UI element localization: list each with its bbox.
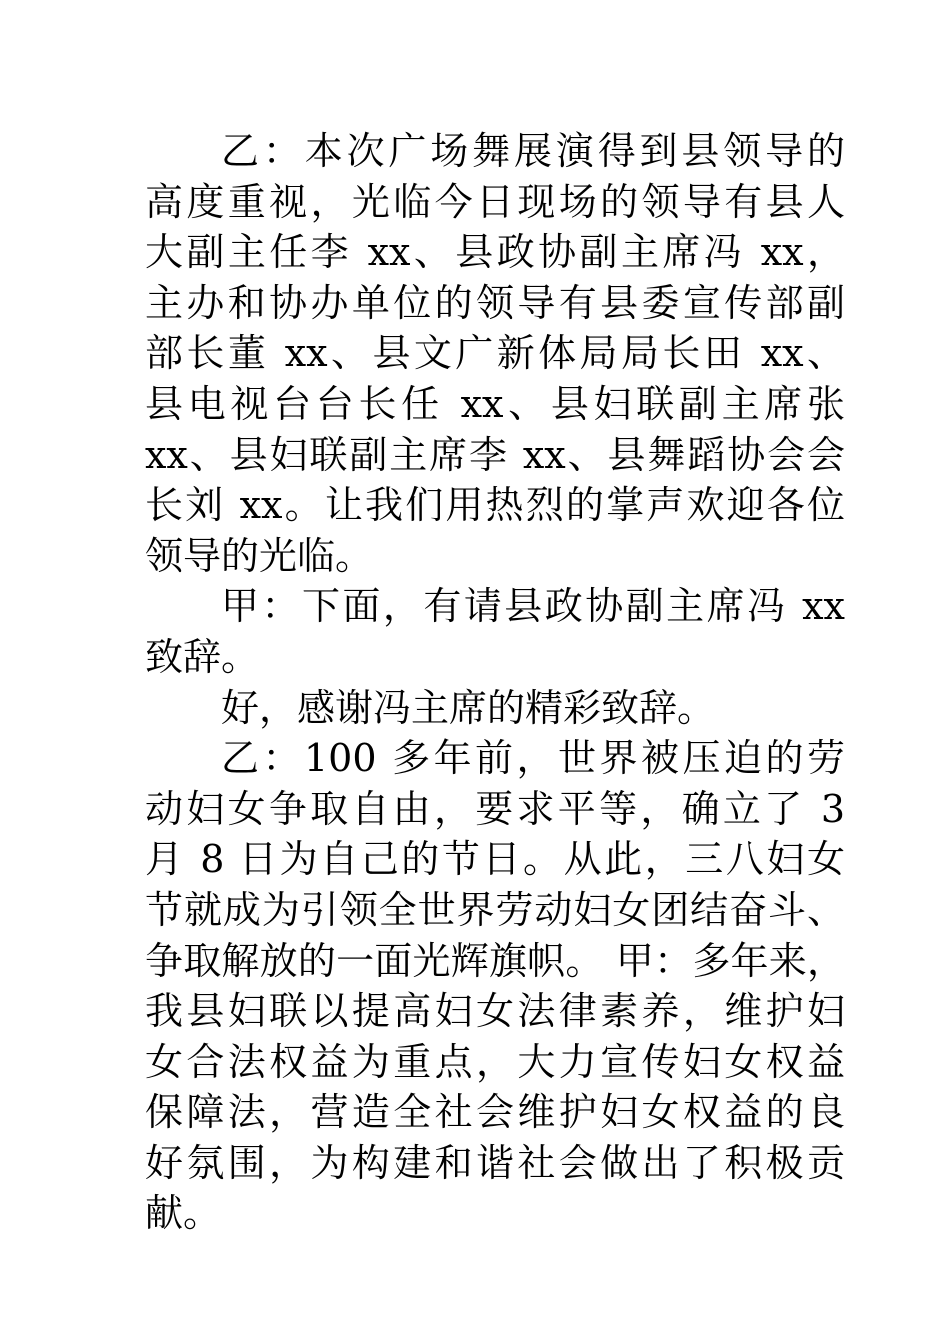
text-line: 大副主任李 xx、县政协副主席冯 xx， <box>145 230 845 275</box>
text-line: 乙：100 多年前，世界被压迫的劳 <box>221 736 845 781</box>
body-text <box>145 126 845 1239</box>
text-line: 献。 <box>145 1191 222 1236</box>
text-line: 领导的光临。 <box>145 533 374 578</box>
text-line: 保障法，营造全社会维护妇女权益的良 <box>145 1090 845 1135</box>
text-line: xx、县妇联副主席李 xx、县舞蹈协会会 <box>145 432 845 477</box>
text-line: 主办和协办单位的领导有县委宣传部副 <box>145 280 845 325</box>
text-line: 部长董 xx、县文广新体局局长田 xx、 <box>145 331 845 376</box>
text-line: 高度重视，光临今日现场的领导有县人 <box>145 179 845 224</box>
text-line: 我县妇联以提高妇女法律素养，维护妇 <box>145 989 845 1034</box>
text-line: 乙：本次广场舞展演得到县领导的 <box>221 129 845 173</box>
text-line: 长刘 xx。让我们用热烈的掌声欢迎各位 <box>145 483 845 528</box>
text-line: 月 8 日为自己的节日。从此，三八妇女 <box>145 837 845 882</box>
text-line: 县电视台台长任 xx、县妇联副主席张 <box>145 381 845 426</box>
text-line: 节就成为引领全世界劳动妇女团结奋斗、 <box>145 887 845 932</box>
text-line: 好氛围，为构建和谐社会做出了积极贡 <box>145 1140 845 1185</box>
text-line: 好，感谢冯主席的精彩致辞。 <box>221 685 716 730</box>
text-line: 争取解放的一面光辉旗帜。 甲：多年来， <box>145 938 845 983</box>
text-line: 女合法权益为重点，大力宣传妇女权益 <box>145 1039 845 1084</box>
text-line: 致辞。 <box>145 634 260 679</box>
text-line: 动妇女争取自由，要求平等，确立了 3 <box>145 786 845 831</box>
text-line: 甲：下面，有请县政协副主席冯 xx <box>221 584 845 629</box>
